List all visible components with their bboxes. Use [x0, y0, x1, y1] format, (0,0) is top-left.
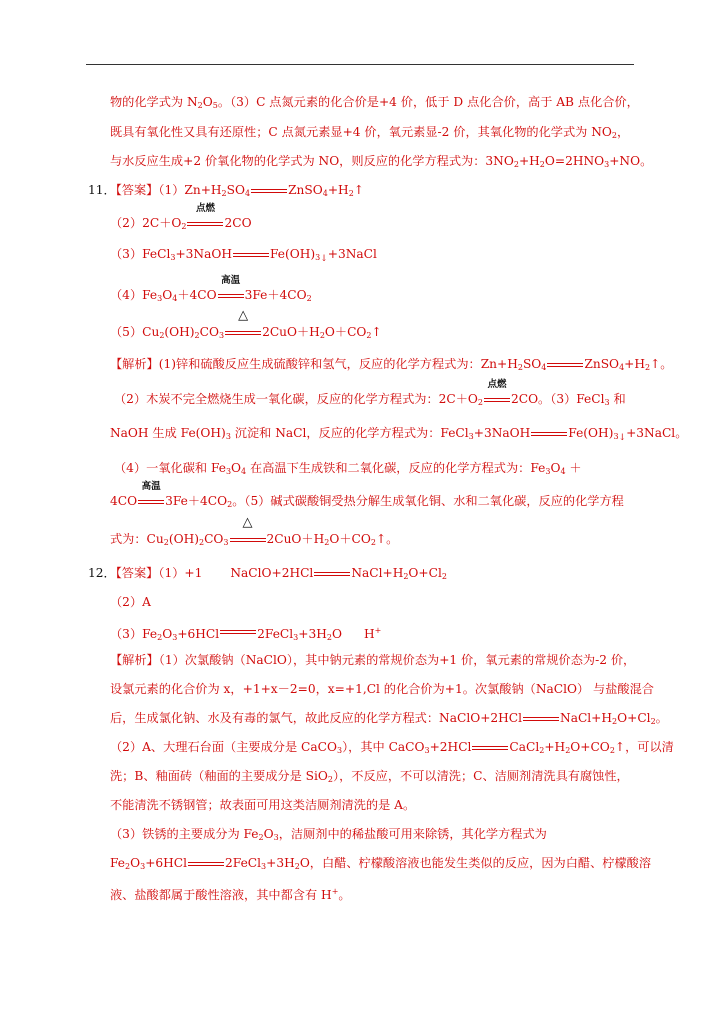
q12-answer-1: 12．【答案】（1）+1 NaClO+2HCl $NaCl+H_2O+Cl_2$ — [88, 566, 447, 581]
q11-answer-2: $(2)2C+O_2$ 点燃 2CO — [110, 203, 252, 231]
q12-expl-1: 【解析】（1）次氯酸钠（NaClO），其中钠元素的常规价态为+1 价，氧元素的常规价态为-2 价， — [110, 653, 636, 667]
equals-sign — [232, 246, 270, 262]
q11-answer-1: 11．【答案】$(1)Zn+H_2SO_4$ $ZnSO_4+H_2↑$ — [88, 183, 364, 198]
equals-sign — [471, 739, 509, 755]
equals-sign-condition: 高温 — [217, 287, 245, 303]
equals-sign — [530, 425, 568, 441]
q11-expl-1: 【解析】(1)锌和硫酸反应生成硫酸锌和氢气，反应的化学方程式为：$Zn+H_2SO_4$ $ZnSO_4+H_2↑$。 — [110, 357, 673, 372]
equals-sign — [313, 565, 351, 581]
q12-answer-3: $(3)Fe_2O_3+6HCl$ $2FeCl_3+3H_2O$ H+ — [110, 623, 381, 646]
q12-expl-8: $Fe_2O_3+6HCl$ $2FeCl_3+3H_2O$，白醋、柠檬酸溶液也能发生类似的反应，因为白醋、柠檬酸溶 — [110, 856, 652, 871]
equals-sign-heat: △ — [229, 531, 267, 547]
q12-expl-2: 设氯元素的化合价为 x，+1+x－2=0，x=+1,Cl 的化合价为+1。次氯酸钠（NaClO） 与盐酸混合 — [110, 682, 654, 696]
q12-expl-4: （2）A、大理石台面（主要成分是 CaCO$_3$），其中 CaCO$_3$+2HCl $CaCl_2+H_2O+CO_2↑$，可以清 — [110, 740, 674, 755]
q12-expl-9: 液、盐酸都属于酸性溶液，其中都含有 H+。 — [110, 887, 351, 902]
equals-sign-condition: 点燃 — [483, 391, 511, 407]
q11-expl-3: NaOH 生成 $Fe(OH)_3$ 沉淀和 NaCl，反应的化学方程式为：FeCl$_3$+3NaOH $Fe(OH)_{3↓}+3NaCl$。 — [110, 426, 688, 443]
q11-answer-4: $(4)Fe_3O_4+4CO$ 高温 $3Fe+4CO_2$ — [110, 275, 312, 303]
q11-answer-5: $(5)Cu_2(OH)_2CO_3$ △ $2CuO+H_2O+CO_2↑$ — [110, 308, 382, 340]
intro-line-2: 既具有氧化性又具有还原性；C 点氮元素显+4 价，氧元素显-2 价，其氧化物的化学式为 $NO_2$， — [110, 125, 630, 140]
equals-sign-condition: 高温 — [137, 493, 165, 509]
q11-expl-4: （4）一氧化碳和 $Fe_3O_4$ 在高温下生成铁和二氧化碳，反应的化学方程式为：$Fe_3O_4$ ＋ — [114, 461, 582, 476]
header-rule — [86, 64, 634, 65]
question-number-11: 11． — [88, 183, 116, 197]
intro-line-3: 与水反应生成+2 价氧化物的化学式为 NO，则反应的化学方程式为：$3NO_2+H_2O=2HNO_3+NO$。 — [110, 154, 653, 169]
q12-expl-5: 洗；B、釉面砖（釉面的主要成分是 SiO$_2$），不反应，不可以清洗；C、洁厕剂清洗具有腐蚀性， — [110, 769, 629, 784]
equals-sign — [219, 623, 257, 639]
intro-line-1: 物的化学式为 $N_2O_5$。（3）C 点氮元素的化合价是+4 价，低于 D 点化合价，高于 AB 点化合价， — [110, 95, 639, 110]
q12-expl-7: （3）铁锈的主要成分为 $Fe_2O_3$，洁厕剂中的稀盐酸可用来除锈，其化学方程式为 — [110, 827, 547, 842]
equals-sign-heat: △ — [224, 324, 262, 340]
q12-expl-3: 后，生成氯化钠、水及有毒的氯气，故此反应的化学方程式：NaClO+2HCl $NaCl+H_2O+Cl_2$。 — [110, 711, 668, 726]
q11-expl-2: （2）木炭不完全燃烧生成一氧化碳，反应的化学方程式为：$2C+O_2$ 点燃 2CO。（3）FeCl$_3$ 和 — [114, 379, 626, 407]
equals-sign — [187, 855, 225, 871]
equals-sign-condition: 点燃 — [186, 215, 224, 231]
q11-expl-6: 式为：$Cu_2(OH)_2CO_3$ △ $2CuO+H_2O+CO_2↑$。 — [110, 515, 399, 547]
question-number-12: 12． — [88, 566, 116, 580]
q12-expl-6: 不能清洗不锈钢管；故表面可用这类洁厕剂清洗的是 A。 — [110, 798, 416, 812]
q12-answer-2: （2）A — [110, 595, 151, 609]
equals-sign — [250, 182, 288, 198]
q11-answer-3: （3）FeCl$_3$+3NaOH $Fe(OH)_{3↓}+3NaCl$ — [110, 247, 377, 264]
q11-expl-5: 4CO 高温 $3Fe+4CO_2$。（5）碱式碳酸铜受热分解生成氧化铜、水和二氧化碳，反应的化学方程 — [110, 481, 624, 509]
equals-sign — [522, 710, 560, 726]
equals-sign — [546, 356, 584, 372]
